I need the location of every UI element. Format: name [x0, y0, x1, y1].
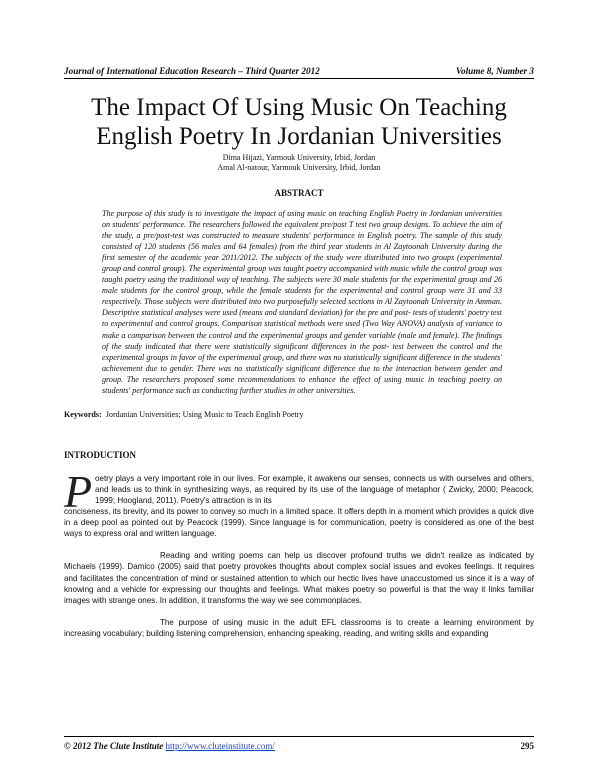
journal-name: Journal of International Education Research – Third Quarter 2012 — [64, 66, 320, 76]
footer-left — [64, 741, 275, 751]
page-footer — [64, 736, 534, 751]
author-list — [64, 153, 534, 173]
keywords-label: Keywords: — [64, 409, 102, 419]
abstract-heading: ABSTRACT — [274, 188, 324, 198]
running-header — [64, 66, 534, 79]
copyright-text: © 2012 The Clute Institute — [64, 741, 164, 751]
keywords — [64, 410, 534, 419]
title-line-2: English Poetry In Jordanian Universities — [96, 123, 502, 150]
volume-number: Volume 8, Number 3 — [455, 66, 534, 76]
paper-title — [64, 93, 534, 151]
introduction-body — [64, 465, 534, 639]
page-number: 295 — [520, 741, 534, 751]
keywords-text: Jordanian Universities; Using Music to Teach English Poetry — [105, 409, 304, 419]
publisher-link[interactable]: http://www.cluteinstitute.com/ — [165, 741, 275, 751]
intro-paragraph-1-wrapped: oetry plays a very important role in our lives. For example, it awakens our senses, connects us with ourselves and others, and leads us to think in synthesizing ways, as required by its use of the language of metaphor ( Zwicky, 2000; Peacock, 1999; Hoogland, 2011). Poetry's attraction is in its — [95, 473, 534, 505]
author-1: Dima Hijazi, Yarmouk University, Irbid, Jordan — [222, 153, 376, 162]
introduction-heading: INTRODUCTION — [64, 449, 137, 460]
title-line-1: The Impact Of Using Music On Teaching — [91, 94, 507, 121]
intro-paragraph-1 — [64, 473, 534, 540]
drop-cap: P — [64, 465, 93, 517]
abstract-text: The purpose of this study is to investigate the impact of using music on teaching English Poetry in Jordanian universities on students' performance. The researchers followed the equivalent pre/post T test two group designs. To achieve the aim of the study, a pre/post-test was constructed to measure students' performance in English poetry. The sample of this study consisted of 120 students (56 males and 64 females) from the third year students in Al Zaytoonah University during the first semester of the academic year 2011/2012. The subjects of the study were distributed into two groups (experimental group and control group). The experimental group was taught poetry accompanied with music while the control group was taught poetry using the traditional way of teaching. The subjects were 30 male students for the experimental group and 26 male students for the control group, while the female students for the experimental and control group were 31 and 33 respectively. Those subjects were distributed into two purposefully selected sections in Al Zaytoonah University in Amman. Descriptive statistical analyses were used (means and standard deviation) for the pre and post- tests of students' poetry test to experimental and control groups. Comparison statistical methods were used (Two Way ANOVA) analysis of variance to make a comparison between the control and the experimental groups and gender variable (male and female). The findings of the study indicated that there were statistically significant differences in the post- test between the control and the experimental groups in favor of the experimental group, and there was no statistically significant difference in the students' achievement due to gender. There was no statistically significant difference due to the interaction between gender and group. The researchers proposed some recommendations to enhance the effect of using music in teaching poetry on students' performance such as conducting further studies in other universities. — [102, 209, 502, 395]
intro-paragraph-1-rest: conciseness, its brevity, and its power to convey so much in a limited space. It offers depth in a moment which provides a quick dive in a deep pool as pointed out by Peacock (1999). Since language is for communication, poetry is considered as one of the best ways to express oral and written language. — [64, 507, 534, 539]
intro-paragraph-2: Reading and writing poems can help us discover profound truths we didn't realize as indicated by Michaels (1999). Damico (2005) said that poetry provokes thoughts about complex social issues and evokes feelings. It requires and facilitates the concentration of mind or sustained attention to which our hectic lives have unaccustomed us since it is a way of knowing and a vehicle for expressing our thoughts and feelings. What makes poetry so powerful is that the way it links familiar images with strange ones. In addition, it transforms the way we see commonplaces. — [64, 551, 534, 605]
paper-page — [64, 66, 534, 639]
intro-paragraph-3: The purpose of using music in the adult EFL classrooms is to create a learning environment by increasing vocabulary; building listening comprehension, enhancing speaking, reading, and writing skills and expanding — [64, 617, 534, 638]
author-2: Amal Al-natour, Yarmouk University, Irbid, Jordan — [217, 163, 381, 172]
